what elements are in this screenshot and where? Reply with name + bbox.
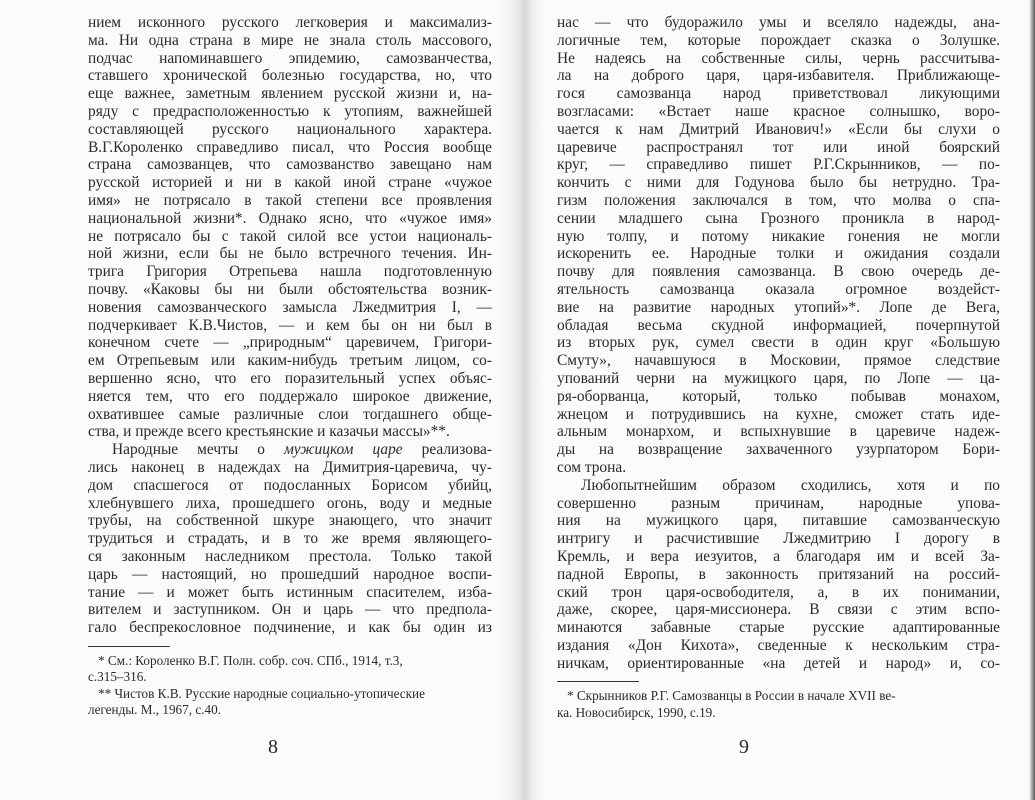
text-line: царевиче распространял тот или иной боярский xyxy=(557,138,1000,156)
text-line: хлебнувшего лиха, прошедшего огонь, воду и медные xyxy=(88,494,492,512)
text-line: гося самозванца народ приветствовал ликующими xyxy=(557,85,1000,103)
text-line: круг, — справедливо пишет Р.Г.Скрынников, — по- xyxy=(557,156,1000,174)
text-line: ский трон царя-освободителя, а, в их понимании, xyxy=(557,583,1000,601)
footnote-line: ** Чистов К.В. Русские народные социально-утопические xyxy=(98,685,425,701)
text-line: тание — и может быть истинным спасителем, изба- xyxy=(88,583,492,601)
footnote-divider xyxy=(557,681,639,682)
text-line: издания «Дон Кихота», сведенные к нескольким стра- xyxy=(557,636,1000,654)
right-page xyxy=(557,14,1000,721)
text-line: ной жизни, если бы не было встречного течения. Ин- xyxy=(88,245,492,263)
text-line: няется тем, что его поддержало широкое движение, xyxy=(88,387,492,405)
text-line: упований черни на мужицкого царя, по Лопе — ца- xyxy=(557,369,1000,387)
text-line: искоренить ее. Народные толки и ожидания создали xyxy=(557,245,1000,263)
text-line: жнецом и потрудившись на кухне, сможет стать иде- xyxy=(557,405,1000,423)
text-line: трубы, на собственной шкуре знающего, что значит xyxy=(88,512,492,530)
text-line: Любопытнейшим образом сходились, хотя и по xyxy=(581,476,1000,494)
text-line: сении младшего сына Грозного проникла в народ- xyxy=(557,209,1000,227)
text-line: трудиться и страдать, и в то же время являющего- xyxy=(88,530,492,548)
text-line: почву. «Каковы бы ни были обстоятельства возник- xyxy=(88,280,492,298)
text-line: ную толпу, и потому никакие гонения не могли xyxy=(557,227,1000,245)
text-line: ства, и прежде всего крестьянские и казачьи массы»**. xyxy=(88,423,450,441)
text-line: лись наконец в надеждах на Димитрия-царевича, чу- xyxy=(88,458,492,476)
text-line: Смуту», начавшуюся в Московии, прямое следствие xyxy=(557,352,1000,370)
footnote-line: ка. Новосибирск, 1990, с.19. xyxy=(557,704,716,720)
text-line: конечном счете — „природным“ царевичем, Григори- xyxy=(88,334,492,352)
text-line: логичные тем, которые порождает сказка о Золушке. xyxy=(557,31,1000,49)
text-line: сом трона. xyxy=(557,458,627,476)
text-line: ряду с предрасположенностью к утопиям, важнейшей xyxy=(88,102,492,120)
text-line: ла на доброго царя, царя-избавителя. Приближающе- xyxy=(557,67,1000,85)
text-line: вителем и заступником. Он и царь — что предпола- xyxy=(88,601,492,619)
text-line: подчеркивает К.В.Чистов, — и кем бы он ни был в xyxy=(88,316,492,334)
text-line: охватившее самые различные слои тогдашнего обще- xyxy=(88,405,492,423)
text-line: русской историей и ни в какой иной стране «чужое xyxy=(88,174,492,192)
text-line: из вторых рук, сумел свести в один круг «Большую xyxy=(557,334,1000,352)
text-line: почву для появления самозванца. В свою очередь де- xyxy=(557,263,1000,281)
text-line: ма. Ни одна страна в мире не знала столь массового, xyxy=(88,31,492,49)
text-line: ничкам, ориентированные «на детей и народ» и, со- xyxy=(557,654,1000,672)
text-line: ды на возвращение захваченного узурпатором Бори- xyxy=(557,441,1000,459)
text-line: альным монархом, и вспыхнувшие в царевиче надеж- xyxy=(557,423,1000,441)
text-line: В.Г.Короленко справедливо писал, что Россия вообще xyxy=(88,138,492,156)
italic-phrase: мужицком царе xyxy=(283,441,403,459)
text-line: возгласами: «Встает наше красное солнышко, воро- xyxy=(557,102,1000,120)
text-line: гизм положения заключался в том, что молва о спа- xyxy=(557,191,1000,209)
text-line: страна самозванцев, что самозванство завещано нам xyxy=(88,156,492,174)
text-line: обладая весьма скудной информацией, почерпнутой xyxy=(557,316,1000,334)
text-line: подчас напоминавшего эпидемию, самозванчества, xyxy=(88,49,492,67)
text-line: падной Европы, в законность притязаний на россий- xyxy=(557,565,1000,583)
text-line: минаются забавные старые русские адаптированные xyxy=(557,619,1000,637)
text-line: интригу и расчистившие Лжедмитрию I дорогу в xyxy=(557,530,1000,548)
page-number-left: 8 xyxy=(268,736,278,758)
text-line: ния на мужицкого царя, питавшие самозванческую xyxy=(557,512,1000,530)
text-line: составляющей русского национального характера. xyxy=(88,120,492,138)
footnote-line: легенды. М., 1967, с.40. xyxy=(88,702,221,718)
text-segment: Народные мечты о xyxy=(112,441,284,459)
text-line: ря-оборванца, который, только побывав монахом, xyxy=(557,387,1000,405)
text-line: ем Отрепьевым или каким-нибудь третьим лицом, со- xyxy=(88,352,492,370)
text-line: ся законным наследником престола. Только такой xyxy=(88,547,492,565)
text-line: нас — что будоражило умы и вселяло надежды, ана- xyxy=(557,14,1000,31)
text-line: новения самозванческого замысла Лжедмитрия I, — xyxy=(88,298,492,316)
text-line: вие на развитие народных утопий»*. Лопе де Вега, xyxy=(557,298,1000,316)
text-line: национальной жизни*. Однако ясно, что «чужое имя» xyxy=(88,209,492,227)
text-line: чается к нам Дмитрий Иванович!» «Если бы слухи о xyxy=(557,120,1000,138)
page-number-right: 9 xyxy=(739,736,749,758)
footnote-line: с.315–316. xyxy=(88,669,147,685)
text-line: не потрясало бы с такой силой все устои националь- xyxy=(88,227,492,245)
text-line: вершенно ясно, что его поразительный успех объяс- xyxy=(88,369,492,387)
page-edge-shadow xyxy=(1029,0,1035,800)
text-line: имя» не потрясало в такой степени все проявления xyxy=(88,191,492,209)
text-line: даже, скорее, царя-миссионера. В связи с этим вспо- xyxy=(557,601,1000,619)
text-line: ставшего хронической болезнью государства, но, что xyxy=(88,67,492,85)
left-page xyxy=(88,14,492,719)
footnote-divider xyxy=(88,646,170,647)
text-line: царь — настоящий, но прошедший народное воспи- xyxy=(88,565,492,583)
text-line: гало беспрекословное подчинение, и как бы один из xyxy=(88,619,492,637)
text-line: еще важнее, заметным явлением русской жизни и, на- xyxy=(88,85,492,103)
text-line: нием исконного русского легковерия и максимализ- xyxy=(88,14,492,31)
text-line: Не надеясь на собственные силы, чернь рассчитыва- xyxy=(557,49,1000,67)
book-spine-shadow xyxy=(500,0,545,800)
text-line: трига Григория Отрепьева нашла подготовленную xyxy=(88,263,492,281)
text-line: совершенно разным причинам, народные упова- xyxy=(557,494,1000,512)
text-line: ятельность самозванца оказала огромное воздейст- xyxy=(557,280,1000,298)
footnote-line: * См.: Короленко В.Г. Полн. собр. соч. СПб., 1914, т.3, xyxy=(98,652,403,668)
text-segment: реализова- xyxy=(402,441,492,459)
text-line xyxy=(88,441,492,459)
text-line: Кремль, и вера иезуитов, а благодаря им и всей За- xyxy=(557,547,1000,565)
text-line: кончить с ними для Годунова было бы нетрудно. Тра- xyxy=(557,174,1000,192)
footnote-line: * Скрынников Р.Г. Самозванцы в России в начале XVII ве- xyxy=(567,688,896,704)
text-line: дом спасшегося от подосланных Борисом убийц, xyxy=(88,476,492,494)
